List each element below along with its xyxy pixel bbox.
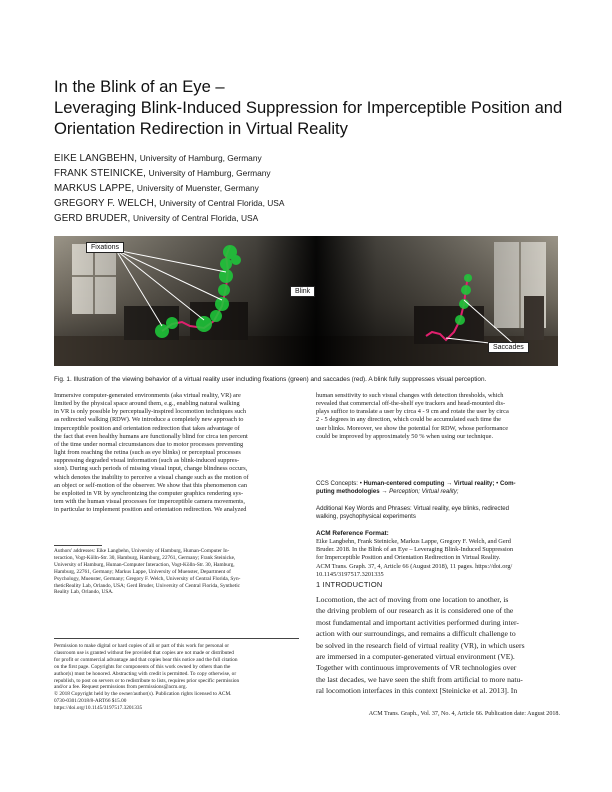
abstract-line: tem with the human visual processes for imperceptible camera movements, [54, 498, 245, 506]
keywords-line: walking, psychophysical experiments [316, 513, 416, 521]
ccs-concept: Human-centered computing → Virtual reality; [363, 480, 495, 487]
title-line: In the Blink of an Eye – [54, 77, 225, 96]
ccs-concept: Com- [500, 480, 516, 487]
author-affiliation: University of Hamburg, Germany [139, 153, 262, 163]
paper-title [54, 76, 574, 139]
permission-line: on the first page. Copyrights for components of this work owned by others than the [54, 663, 231, 670]
abstract-right [316, 392, 560, 472]
footnote-line: Reality Lab, Orlando, USA. [54, 589, 114, 596]
title-line: Leveraging Blink-Induced Suppression for Imperceptible Position and [54, 98, 563, 117]
author-name: MARKUS LAPPE, [54, 183, 135, 194]
ccs-line [316, 488, 560, 496]
abstract-line: of the time under normal circumstances due to motor processes preventing [54, 440, 244, 448]
issn-line: 0730-0301/2018/8-ART66 $15.00 [54, 698, 127, 705]
ccs-separator: • [494, 480, 499, 487]
author-entry [54, 196, 574, 211]
intro-line: be solved in the research field of virtual reality (VR), in which users [316, 640, 525, 650]
acm-reference-line: Bruder. 2018. In the Blink of an Eye – Leveraging Blink-Induced Suppression [316, 546, 514, 554]
abstract-line: in particular to implement position and orientation redirection. We analyzed [54, 506, 247, 514]
author-affiliation: University of Central Florida, USA [133, 213, 259, 223]
teaser-image [54, 236, 558, 366]
ccs-line [316, 480, 560, 488]
abstract-line: as redirected walking (RDW). We introduce a completely new approach to [54, 416, 244, 424]
ccs-prefix: CCS Concepts: • [316, 480, 362, 487]
teaser-figure [54, 236, 558, 366]
author-affiliation: University of Central Florida, USA [159, 198, 285, 208]
permission-line: for profit or commercial advantage and that copies bear this notice and the full citation [54, 656, 238, 663]
permission-line: and/or a fee. Request permissions from permissions@acm.org. [54, 684, 187, 691]
permission-line: author(s) must be honored. Abstracting with credit is permitted. To copy otherwise, or [54, 670, 237, 677]
permission-line: Permission to make digital or hard copies of all or part of this work for personal or [54, 643, 230, 649]
abstract-line: human sensitivity to such visual changes with detection thresholds, which [316, 392, 504, 399]
author-list [54, 151, 574, 226]
abstract-line: plays suffice to translate a user by circa 4 - 9 cm and rotate the user by circa [316, 408, 509, 416]
intro-line: the driving problem of our research as it is considered one of the [316, 606, 514, 616]
abstract-line: which denotes the inability to perceive a visual change such as the motion of [54, 473, 249, 481]
intro-line: the last decades, we have seen the shift from artificial to more natu- [316, 674, 523, 684]
abstract-line: 2 - 5 degrees in any direction, which could be accumulated each time the [316, 416, 501, 424]
permission-line: classroom use is granted without fee provided that copies are not made or distributed [54, 649, 234, 656]
footnote-line: Hamburg, 22761, Germany; Markus Lappe, University of Muenster, Department of [54, 568, 231, 575]
abstract-line: imperceptible position and orientation redirection that takes advantage of [54, 424, 240, 432]
abstract-line: Immersive computer-generated environments (aka virtual reality, VR) are [54, 392, 241, 399]
blink-label: Blink [290, 286, 315, 297]
introduction-text [316, 594, 560, 696]
acm-reference-line[interactable]: ACM Trans. Graph. 37, 4, Article 66 (August 2018), 11 pages. https://doi.org/ [316, 562, 513, 570]
authors-addresses-footnote [54, 548, 299, 636]
footnote-line: Authors' addresses: Eike Langbehn, University of Hamburg, Human-Computer In- [54, 548, 230, 554]
doi-link[interactable]: https://doi.org/10.1145/3197517.3201335 [54, 705, 143, 712]
acm-reference-line[interactable]: 10.1145/3197517.3201335 [316, 570, 384, 578]
abstract-line: user blinks. Moreover, we show the potential for RDW, whose performance [316, 424, 509, 432]
author-entry [54, 181, 574, 196]
author-name: FRANK STEINICKE, [54, 168, 146, 179]
keywords-line: Additional Key Words and Phrases: Virtual reality, eye blinks, redirected [316, 505, 510, 512]
abstract-line: the fact that even healthy humans are functionally blind for circa ten percent [54, 432, 248, 440]
author-name: GERD BRUDER, [54, 213, 131, 224]
ccs-concept: puting methodologies [316, 488, 380, 496]
abstract-line: be exploited in VR by synchronizing the computer graphics rendering sys- [54, 489, 244, 497]
abstract-left [54, 392, 299, 542]
permission-rule [54, 638, 299, 639]
abstract-line: could be improved by approximately 50 % when using our technique. [316, 432, 494, 440]
intro-line: ral locomotion interfaces in this context [Steinicke et al. 2013]. In [316, 686, 518, 696]
copyright-line: © 2018 Copyright held by the owner/author(s). Publication rights licensed to ACM. [54, 691, 232, 698]
author-entry [54, 211, 574, 226]
acm-reference-heading: ACM Reference Format: [316, 530, 389, 537]
abstract-line: limited by the physical space around them, e.g., enabling natural walking [54, 400, 240, 408]
author-name: EIKE LANGBEHN, [54, 153, 138, 164]
abstract-line: light from reaching the retina (such as eye blinks) or perceptual processes [54, 449, 241, 457]
author-name: GREGORY F. WELCH, [54, 198, 157, 209]
acm-reference-line: for Imperceptible Position and Orientation Redirection in Virtual Reality. [316, 554, 501, 562]
intro-line: action with our surroundings, and remains a difficult challenge to [316, 629, 516, 639]
footnote-rule [54, 545, 102, 546]
abstract-line: suppressing degraded visual information (such as blink-induced suppres- [54, 457, 240, 465]
abstract-line: an object or self-motion of the observer. We show that this phenomenon can [54, 481, 247, 489]
abstract-line: revealed that commercial off-the-shelf eye trackers and head-mounted dis- [316, 400, 506, 408]
intro-line: are immersed in a computer-generated virtual environment (VE). [316, 652, 515, 662]
author-affiliation: University of Hamburg, Germany [148, 168, 271, 178]
saccades-label: Saccades [488, 342, 529, 353]
permission-footnote [54, 643, 299, 739]
fixations-label: Fixations [86, 242, 124, 253]
intro-line: most fundamental and important activities performed during inter- [316, 617, 519, 627]
acm-reference [316, 530, 560, 578]
section-heading-introduction: 1 INTRODUCTION [316, 580, 383, 589]
intro-line: Locomotion, the act of moving from one location to another, is [316, 595, 509, 604]
ccs-concepts [316, 480, 560, 500]
abstract-line: sion). During such periods of missing visual input, change blindness occurs, [54, 465, 248, 473]
ccs-subconcepts: → Perception; Virtual reality; [379, 488, 459, 496]
figure-caption: Fig. 1. Illustration of the viewing behavior of a virtual reality user including fixations (green) and saccades (red). A blink fully suppresses visual perception. [54, 376, 487, 383]
footnote-line: theticReality Lab, Orlando, USA; Gerd Bruder, University of Central Florida, Synthetic [54, 582, 241, 589]
footnote-line: Psychology, Muenster, Germany; Gregory F. Welch, University of Central Florida, Syn- [54, 575, 241, 582]
title-line: Orientation Redirection in Virtual Reality [54, 119, 348, 138]
author-affiliation: University of Muenster, Germany [136, 183, 259, 193]
permission-line: republish, to post on servers or to redistribute to lists, requires prior specific permission [54, 677, 240, 684]
page-footer: ACM Trans. Graph., Vol. 37, No. 4, Article 66. Publication date: August 2018. [368, 711, 560, 717]
author-entry [54, 166, 574, 181]
author-entry [54, 151, 574, 166]
intro-line: Together with continuous improvements of VR technologies over [316, 663, 517, 673]
footnote-line: University of Hamburg, Human-Computer Interaction, Vogt-Kölln-Str. 30, Hamburg, [54, 561, 235, 568]
acm-reference-line: Eike Langbehn, Frank Steinicke, Markus Lappe, Gregory F. Welch, and Gerd [316, 538, 511, 546]
abstract-line: in VR is only possible by perceptually-inspired locomotion techniques such [54, 408, 247, 416]
footnote-line: teraction, Vogt-Kölln-Str. 30, Hamburg, Hamburg, 22761, Germany; Frank Steinicke, [54, 554, 236, 561]
keywords [316, 505, 560, 525]
